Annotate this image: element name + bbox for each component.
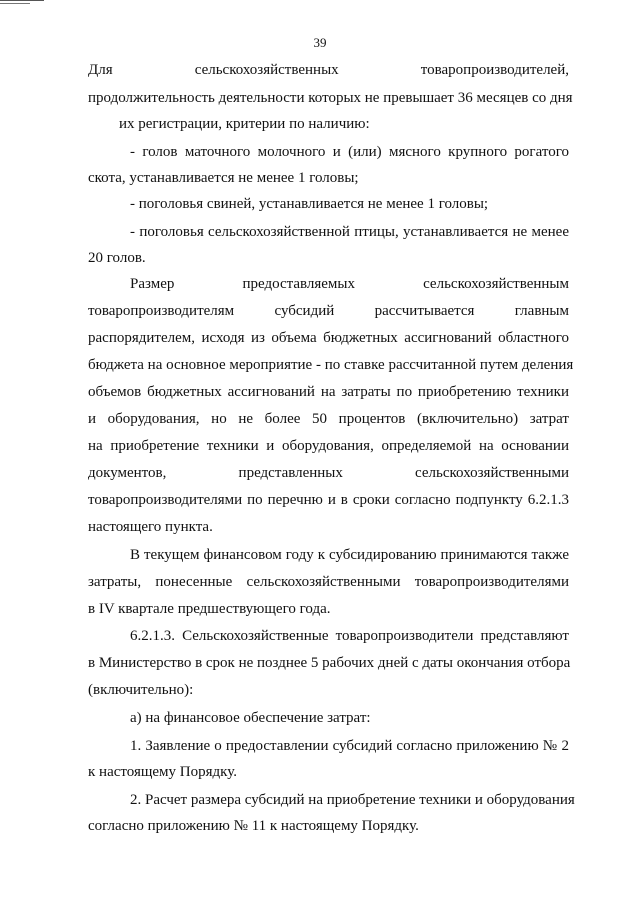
page-number: 39 (313, 35, 327, 50)
text-line: на приобретение техники и оборудования, определяемой на основании (88, 438, 569, 454)
text-line: согласно приложению № 11 к настоящему Порядку. (88, 818, 419, 834)
text-line: настоящего пункта. (88, 519, 213, 535)
text-line: затраты, понесенные сельскохозяйственными товаропроизводителями (88, 574, 569, 590)
text-line: распорядителем, исходя из объема бюджетных ассигнований областного (88, 330, 569, 346)
text-line: в Министерство в срок не позднее 5 рабочих дней с даты окончания отбора (88, 655, 571, 671)
text-line: Размер предоставляемых сельскохозяйственным (130, 276, 569, 292)
scan-corner-mark (0, 0, 44, 7)
text-line: бюджета на основное мероприятие - по ставке рассчитанной путем деления (88, 357, 574, 373)
text-line: документов, представленных сельскохозяйственными (88, 465, 569, 481)
text-line: В текущем финансовом году к субсидированию принимаются также (130, 547, 569, 563)
text-line: их регистрации, критерии по наличию: (119, 116, 370, 132)
text-line: и оборудования, но не более 50 процентов (включительно) затрат (88, 411, 569, 427)
list-item: - поголовья сельскохозяйственной птицы, устанавливается не менее (130, 224, 569, 240)
text-line: Для сельскохозяйственных товаропроизводителей, (88, 62, 569, 78)
text-line: объемов бюджетных ассигнований на затраты по приобретению техники (88, 384, 569, 400)
list-item: - поголовья свиней, устанавливается не менее 1 головы; (130, 196, 489, 212)
text-line: продолжительность деятельности которых не превышает 36 месяцев со дня (88, 90, 573, 106)
text-line: скота, устанавливается не менее 1 головы; (88, 170, 359, 186)
list-item: - голов маточного молочного и (или) мясного крупного рогатого (130, 144, 569, 160)
text-line: в IV квартале предшествующего года. (88, 601, 331, 617)
list-item: 2. Расчет размера субсидий на приобретение техники и оборудования (130, 792, 575, 808)
text-line: 20 голов. (88, 250, 146, 266)
text-line: товаропроизводителям субсидий рассчитывается главным (88, 303, 569, 319)
text-line: товаропроизводителями по перечню и в сроки согласно подпункту 6.2.1.3 (88, 492, 569, 508)
text-line: 6.2.1.3. Сельскохозяйственные товаропроизводители представляют (130, 628, 569, 644)
text-line: к настоящему Порядку. (88, 764, 237, 780)
list-item: 1. Заявление о предоставлении субсидий согласно приложению № 2 (130, 738, 569, 754)
text-line: а) на финансовое обеспечение затрат: (130, 710, 371, 726)
text-line: (включительно): (88, 682, 194, 698)
